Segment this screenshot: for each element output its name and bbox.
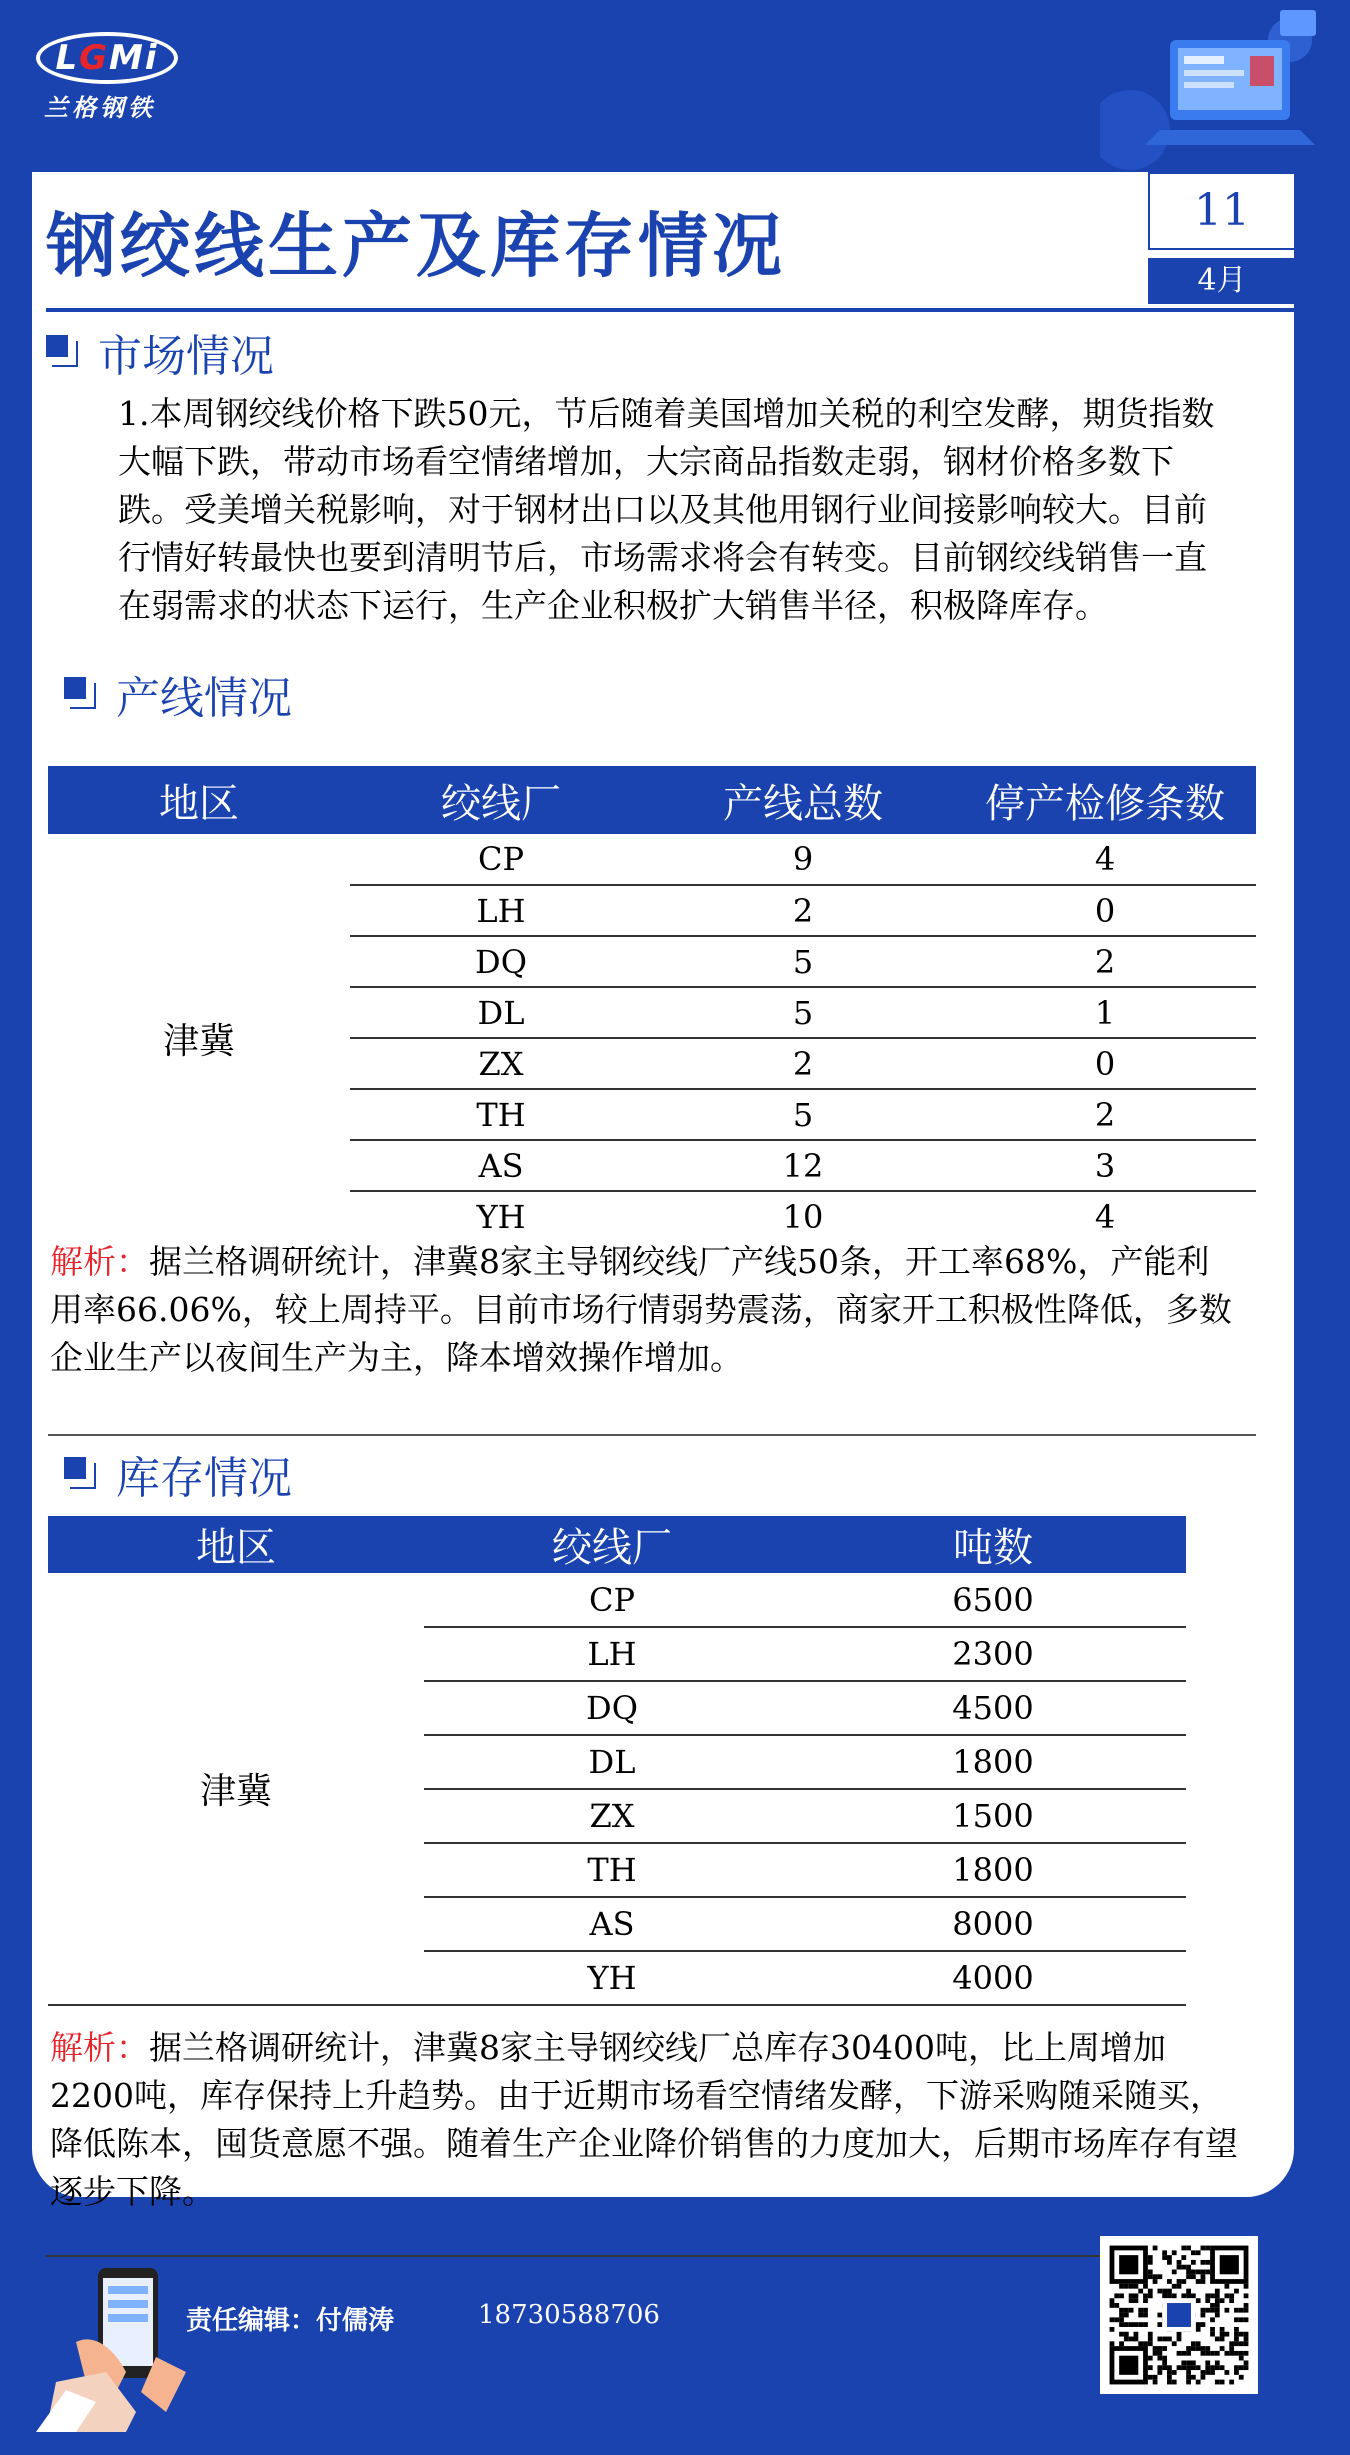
section-bullet-icon: [46, 335, 80, 369]
analysis-label: 解析：: [50, 2028, 149, 2067]
total-lines-cell: 9: [652, 834, 954, 885]
section-bullet-icon: [64, 1457, 98, 1491]
production-heading-label: 产线情况: [116, 673, 292, 724]
tons-cell: 6500: [800, 1573, 1186, 1627]
plant-cell: AS: [350, 1140, 652, 1191]
plant-cell: DQ: [424, 1681, 800, 1735]
logo-text: LGMi: [55, 38, 159, 78]
computer-illustration-icon: [1100, 0, 1330, 170]
stopped-lines-cell: 3: [954, 1140, 1256, 1191]
section-divider: [48, 1434, 1256, 1436]
plant-cell: ZX: [350, 1038, 652, 1089]
analysis-label: 解析：: [50, 1242, 149, 1281]
tons-cell: 4500: [800, 1681, 1186, 1735]
inventory-table-header: [48, 1516, 1186, 1573]
footer-phone: 18730588706: [478, 2300, 660, 2330]
region-cell: 津冀: [162, 1020, 235, 1062]
tons-cell: 4000: [800, 1951, 1186, 2005]
header-region: 地区: [48, 1516, 424, 1573]
plant-cell: DQ: [350, 936, 652, 987]
plant-cell: TH: [350, 1089, 652, 1140]
tons-cell: 2300: [800, 1627, 1186, 1681]
market-heading-label: 市场情况: [98, 331, 274, 382]
production-table-header: [48, 766, 1256, 834]
analysis-text: 据兰格调研统计，津冀8家主导钢绞线厂总库存30400吨，比上周增加2200吨，库存保持上升趋势。由于近期市场看空情绪发酵，下游采购随采随买，降低陈本，囤货意愿不强。随着生产企业降价销售的力度加大，后期市场库存有望逐步下降。: [50, 2028, 1238, 2211]
analysis-text: 据兰格调研统计，津冀8家主导钢绞线厂产线50条，开工率68%，产能利用率66.06%，较上周持平。目前市场行情弱势震荡，商家开工积极性降低，多数企业生产以夜间生产为主，降本增效操作增加。: [50, 1242, 1232, 1377]
inventory-heading-label: 库存情况: [116, 1453, 292, 1504]
stopped-lines-cell: 4: [1094, 1198, 1116, 1236]
tons-cell: 1800: [800, 1843, 1186, 1897]
logo-subtitle: 兰格钢铁: [44, 93, 156, 122]
date-month: 4月: [1148, 258, 1296, 304]
header-plant: 绞线厂: [350, 766, 652, 834]
header-total-lines: 产线总数: [652, 766, 954, 834]
phone-hand-icon: [36, 2262, 206, 2432]
inventory-analysis: [50, 2024, 1240, 2216]
stopped-lines-cell: 2: [954, 1089, 1256, 1140]
plant-cell: TH: [424, 1843, 800, 1897]
stopped-lines-cell: 0: [954, 885, 1256, 936]
plant-cell: LH: [350, 885, 652, 936]
production-section-heading: [64, 662, 292, 726]
stopped-lines-cell: 2: [954, 936, 1256, 987]
tons-cell: 8000: [800, 1897, 1186, 1951]
section-bullet-icon: [64, 677, 98, 711]
region-cell: 津冀: [48, 1573, 424, 2005]
plant-cell: LH: [424, 1627, 800, 1681]
total-lines-cell: 2: [652, 885, 954, 936]
total-lines-cell: 5: [652, 1089, 954, 1140]
date-day: 11: [1148, 172, 1296, 250]
title-divider: [46, 308, 1296, 312]
header-stopped-lines: 停产检修条数: [954, 766, 1256, 834]
total-lines-cell: 2: [652, 1038, 954, 1089]
page-title: 钢绞线生产及库存情况: [46, 205, 786, 287]
plant-cell: YH: [476, 1198, 526, 1236]
plant-cell: YH: [424, 1951, 800, 2005]
plant-cell: AS: [424, 1897, 800, 1951]
plant-cell: DL: [350, 987, 652, 1038]
inventory-table: [48, 1516, 1186, 2006]
production-table: [48, 766, 1256, 1242]
header-plant: 绞线厂: [424, 1516, 800, 1573]
tons-cell: 1500: [800, 1789, 1186, 1843]
header-tons: 吨数: [800, 1516, 1186, 1573]
total-lines-cell: 10: [782, 1198, 824, 1236]
total-lines-cell: 5: [652, 987, 954, 1038]
table-row: [48, 834, 1256, 885]
plant-cell: CP: [350, 834, 652, 885]
total-lines-cell: 12: [652, 1140, 954, 1191]
brand-logo: [32, 22, 182, 122]
inventory-section-heading: [64, 1442, 292, 1506]
table-row: [48, 1573, 1186, 1627]
qr-code-icon[interactable]: [1100, 2236, 1258, 2394]
stopped-lines-cell: 1: [954, 987, 1256, 1038]
plant-cell: DL: [424, 1735, 800, 1789]
market-section-heading: [46, 320, 274, 384]
plant-cell: CP: [424, 1573, 800, 1627]
footer-divider: [46, 2255, 1226, 2257]
tons-cell: 1800: [800, 1735, 1186, 1789]
footer-editor: 责任编辑：付儒涛: [186, 2306, 395, 2336]
header-region: 地区: [48, 766, 350, 834]
stopped-lines-cell: 0: [954, 1038, 1256, 1089]
total-lines-cell: 5: [652, 936, 954, 987]
plant-cell: ZX: [424, 1789, 800, 1843]
stopped-lines-cell: 4: [954, 834, 1256, 885]
market-paragraph: 1.本周钢绞线价格下跌50元，节后随着美国增加关税的利空发酵，期货指数大幅下跌，带动市场看空情绪增加，大宗商品指数走弱，钢材价格多数下跌。受美增关税影响，对于钢材出口以及其他用钢行业间接影响较大。目前行情好转最快也要到清明节后，市场需求将会有转变。目前钢绞线销售一直在弱需求的状态下运行，生产企业积极扩大销售半径，积极降库存。: [118, 394, 1215, 625]
production-analysis: [50, 1238, 1240, 1382]
